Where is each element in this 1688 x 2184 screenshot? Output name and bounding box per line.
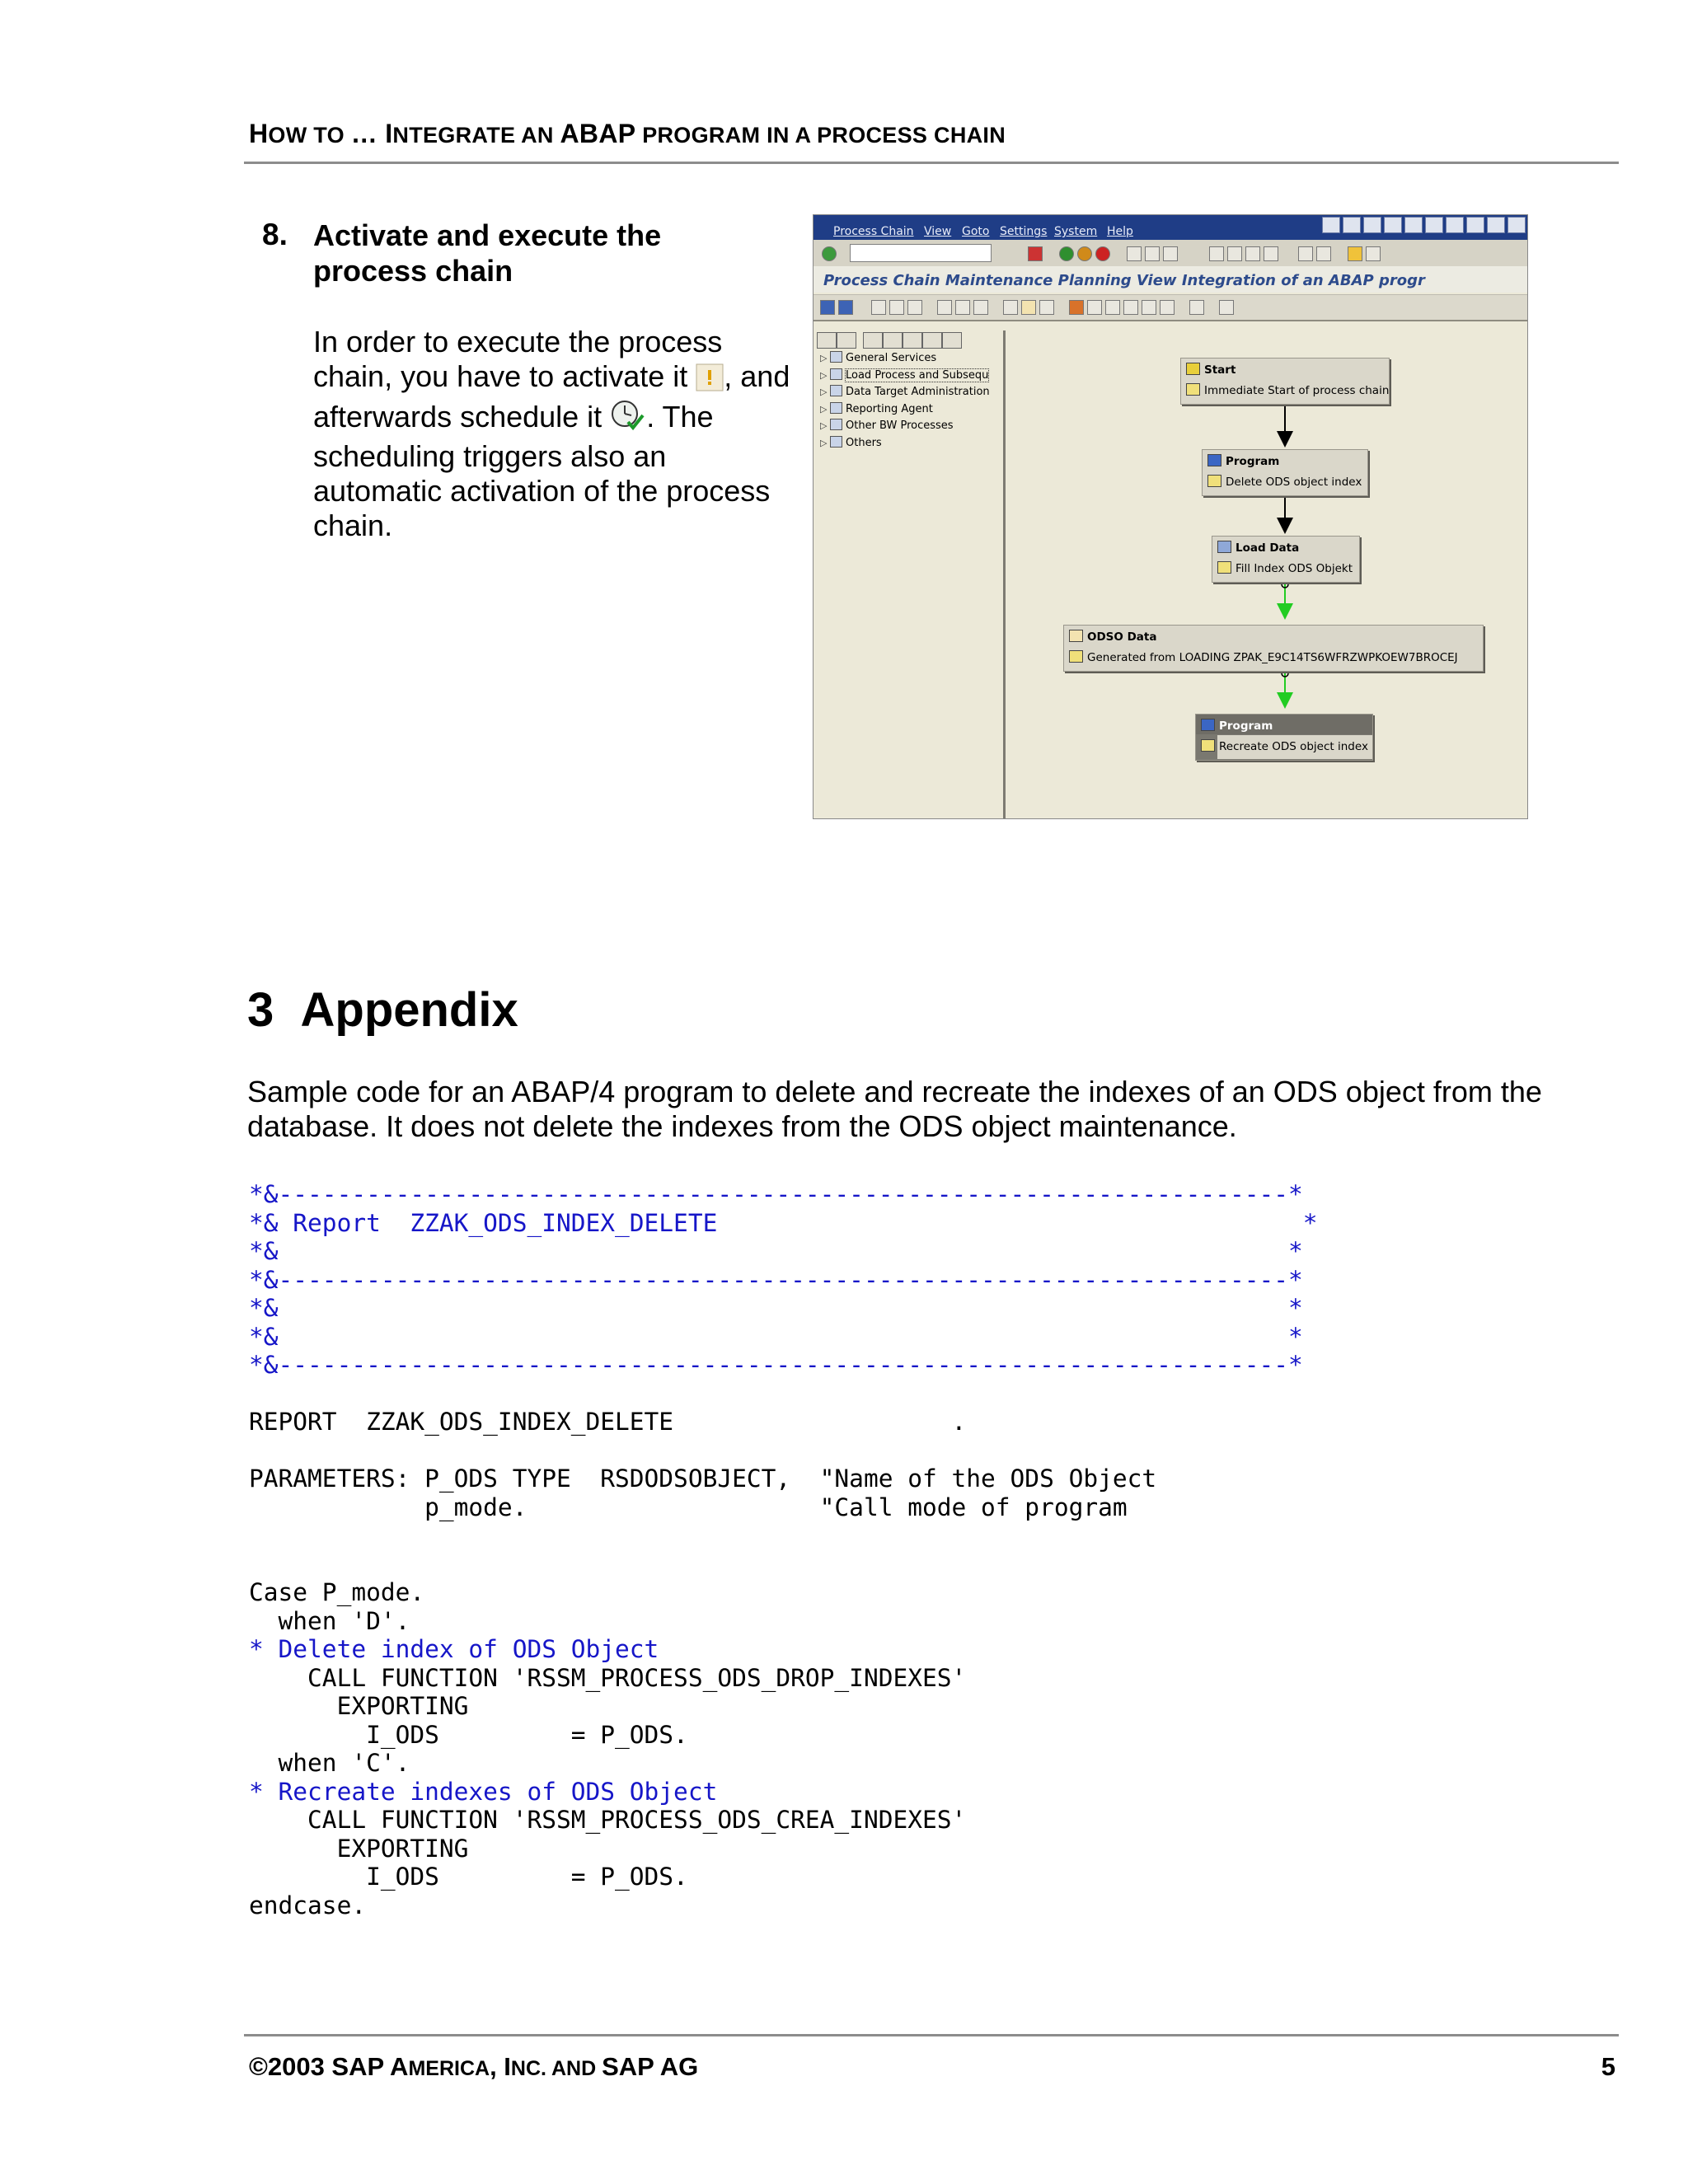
back-icon[interactable] xyxy=(1059,246,1074,261)
window-icon[interactable] xyxy=(1507,217,1526,233)
tree-item-data-target-administration[interactable]: ▷ Data Target Administration xyxy=(820,386,990,398)
toolbar-icon[interactable] xyxy=(1160,300,1175,315)
command-field[interactable] xyxy=(850,244,992,262)
node-subtitle: Recreate ODS object index xyxy=(1217,735,1372,759)
node-subtitle: Fill Index ODS Objekt xyxy=(1236,562,1353,575)
zoom-in-icon[interactable] xyxy=(955,300,970,315)
tree-item-others[interactable]: ▷ Others xyxy=(820,436,882,449)
sap-window-icons xyxy=(1322,217,1526,233)
toolbar-icon[interactable] xyxy=(1123,300,1138,315)
sap-application-toolbar xyxy=(814,294,1527,321)
new-icon[interactable] xyxy=(1003,300,1018,315)
code-line: CALL FUNCTION 'RSSM_PROCESS_ODS_CREA_INDEXES' xyxy=(249,1806,967,1834)
chain-node-program-recreate[interactable] xyxy=(1195,714,1373,761)
data-target-icon xyxy=(830,385,842,396)
code-comment-line: *&---------------------------------------------------------------------* xyxy=(249,1351,1303,1379)
node-title: Start xyxy=(1204,363,1236,377)
code-line xyxy=(249,1436,1318,1465)
code-line: Case P_mode. xyxy=(249,1578,425,1606)
find-icon[interactable] xyxy=(1145,246,1160,261)
menu-goto[interactable]: Goto xyxy=(962,225,990,238)
copyright-footer xyxy=(249,2052,698,2082)
code-comment-line: *& Report ZZAK_ODS_INDEX_DELETE * xyxy=(249,1208,1318,1237)
node-title: ODSO Data xyxy=(1087,630,1157,644)
process-chain-canvas xyxy=(1006,330,1527,818)
toolbar-icon[interactable] xyxy=(1189,300,1204,315)
forward-arrow-icon[interactable] xyxy=(838,300,853,315)
chain-node-program-delete[interactable] xyxy=(1202,449,1368,496)
code-comment-line: *& * xyxy=(249,1237,1303,1265)
node-subtitle: Delete ODS object index xyxy=(1226,476,1362,489)
code-comment-line: * Delete index of ODS Object xyxy=(249,1635,659,1663)
reporting-agent-icon xyxy=(830,402,842,414)
code-line xyxy=(249,1521,1318,1550)
step-body-text: , and afterwards schedule it xyxy=(313,359,790,434)
layout-icon[interactable] xyxy=(1366,246,1381,261)
process-type-tree xyxy=(820,350,990,452)
window-icon[interactable] xyxy=(1322,217,1340,233)
pane-tool-icon[interactable] xyxy=(837,332,856,349)
code-comment-line: *&---------------------------------------------------------------------* xyxy=(249,1265,1303,1294)
window-icon[interactable] xyxy=(1384,217,1402,233)
code-line: I_ODS = P_ODS. xyxy=(249,1863,688,1891)
activate-icon[interactable] xyxy=(1021,300,1036,315)
program-icon xyxy=(1207,454,1221,466)
header-part: OW TO xyxy=(268,123,351,148)
table-icon[interactable] xyxy=(1219,300,1234,315)
toolbar-icon[interactable] xyxy=(1105,300,1120,315)
tree-item-label: Load Process and Subsequ xyxy=(846,368,989,382)
code-comment-line: *&---------------------------------------------------------------------* xyxy=(249,1180,1303,1208)
back-arrow-icon[interactable] xyxy=(820,300,835,315)
code-line: CALL FUNCTION 'RSSM_PROCESS_ODS_DROP_INDEXES' xyxy=(249,1663,967,1692)
menu-process-chain[interactable]: Process Chain xyxy=(833,225,914,238)
toolbar-icon[interactable] xyxy=(937,300,952,315)
header-part: H xyxy=(249,119,269,148)
pane-tool-icon[interactable] xyxy=(942,332,962,349)
code-line: EXPORTING xyxy=(249,1834,469,1863)
step-title: Activate and execute the process chain xyxy=(313,218,662,288)
footer-part: AND xyxy=(546,2057,603,2080)
activate-icon xyxy=(696,363,724,399)
window-icon[interactable] xyxy=(1446,217,1464,233)
node-subtitle: Immediate Start of process chain xyxy=(1204,384,1390,397)
variant-icon xyxy=(1207,475,1221,487)
code-line xyxy=(249,1380,1318,1408)
appendix-intro: Sample code for an ABAP/4 program to delete and recreate the indexes of an ODS object from the database. It does not delete the indexes from the ODS object maintenance. xyxy=(247,1075,1542,1143)
window-icon[interactable] xyxy=(1466,217,1484,233)
next-page-icon[interactable] xyxy=(1245,246,1260,261)
screen-title: Process Chain Maintenance Planning View Integration of an ABAP progr xyxy=(823,272,1425,289)
code-comment-line: *& * xyxy=(249,1322,1303,1351)
window-icon[interactable] xyxy=(1343,217,1361,233)
pane-toolbar xyxy=(815,330,1000,349)
chain-node-load-data[interactable] xyxy=(1212,536,1360,583)
code-line: REPORT ZZAK_ODS_INDEX_DELETE . xyxy=(249,1408,967,1436)
menu-system[interactable]: System xyxy=(1054,225,1098,238)
section-number: 3 xyxy=(247,983,274,1037)
window-icon[interactable] xyxy=(1425,217,1443,233)
window-icon[interactable] xyxy=(1363,217,1381,233)
cancel-icon[interactable] xyxy=(1095,246,1110,261)
schedule-icon[interactable] xyxy=(1039,300,1054,315)
new-session-icon[interactable] xyxy=(1298,246,1313,261)
save-icon[interactable] xyxy=(1028,246,1043,261)
toolbar-icon[interactable] xyxy=(1142,300,1156,315)
find-next-icon[interactable] xyxy=(1163,246,1178,261)
header-part: PROGRAM IN A PROCESS CHAIN xyxy=(635,123,1006,148)
variant-icon xyxy=(1186,383,1200,396)
node-title: Program xyxy=(1219,719,1273,733)
activate-odso-icon xyxy=(1069,630,1083,642)
menu-help[interactable]: Help xyxy=(1107,225,1133,238)
tree-item-label: Data Target Administration xyxy=(846,386,990,398)
process-types-pane xyxy=(814,330,1006,818)
footer-part: NC. xyxy=(510,2057,546,2080)
general-services-icon xyxy=(830,351,842,363)
others-icon xyxy=(830,436,842,448)
toolbar-icon[interactable] xyxy=(871,300,886,315)
footer-part: MERICA xyxy=(408,2057,490,2080)
tree-item-other-bw-processes[interactable]: ▷ Other BW Processes xyxy=(820,419,954,432)
step-number: 8. xyxy=(262,218,288,251)
footer-part: ©2003 SAP A xyxy=(249,2052,409,2081)
node-title: Load Data xyxy=(1236,541,1300,555)
pane-tool-icon[interactable] xyxy=(883,332,903,349)
abap-code-listing xyxy=(249,1180,1318,1919)
window-icon[interactable] xyxy=(1404,217,1423,233)
print-icon[interactable] xyxy=(1127,246,1142,261)
schedule-clock-icon xyxy=(610,399,646,439)
tree-item-general-services[interactable]: ▷ General Services xyxy=(820,352,937,364)
variant-icon xyxy=(1201,739,1215,752)
start-icon xyxy=(1186,363,1200,375)
header-part: … I xyxy=(350,119,393,148)
footer-part: , I xyxy=(490,2052,511,2081)
step-body-text: . The scheduling triggers also an automatic activation of the process chain. xyxy=(313,400,771,542)
tree-item-label: Other BW Processes xyxy=(846,419,954,432)
node-title: Program xyxy=(1226,455,1280,468)
code-line: I_ODS = P_ODS. xyxy=(249,1720,688,1749)
window-icon[interactable] xyxy=(1487,217,1505,233)
pane-tool-icon[interactable] xyxy=(922,332,942,349)
pane-tool-icon[interactable] xyxy=(817,332,837,349)
chain-node-odso-data[interactable] xyxy=(1063,625,1484,672)
prev-page-icon[interactable] xyxy=(1227,246,1242,261)
code-line: endcase. xyxy=(249,1891,367,1919)
shortcut-icon[interactable] xyxy=(1316,246,1331,261)
menu-settings[interactable]: Settings xyxy=(1000,225,1048,238)
footer-rule xyxy=(244,2034,1619,2036)
variant-icon xyxy=(1069,650,1083,663)
tree-item-reporting-agent[interactable]: ▷ Reporting Agent xyxy=(820,402,933,415)
section-title: Appendix xyxy=(300,983,518,1037)
tree-item-label: Others xyxy=(846,436,882,449)
tree-item-label: General Services xyxy=(846,352,937,364)
section-heading xyxy=(247,982,518,1038)
toolbar-icon[interactable] xyxy=(1087,300,1102,315)
sap-screen-title-bar xyxy=(814,266,1527,293)
toolbar-icon[interactable] xyxy=(889,300,904,315)
help-icon[interactable] xyxy=(1348,246,1362,261)
other-bw-processes-icon xyxy=(830,419,842,430)
header-part: ABAP xyxy=(560,119,636,148)
code-line: p_mode. "Call mode of program xyxy=(249,1493,1128,1521)
node-subtitle: Generated from LOADING ZPAK_E9C14TS6WFRZWPKOEW7BROCEJ xyxy=(1087,651,1458,664)
step-body-text: In order to execute the process chain, you have to activate it xyxy=(313,325,723,393)
code-line: when 'C'. xyxy=(249,1749,410,1777)
execute-icon[interactable] xyxy=(1069,300,1084,315)
code-line xyxy=(249,1550,1318,1579)
program-icon xyxy=(1201,719,1215,731)
step-body xyxy=(313,325,791,543)
tree-item-label: Reporting Agent xyxy=(846,402,933,415)
tree-item-load-process[interactable]: ▷ Load Process and Subsequ xyxy=(820,368,989,382)
exit-icon[interactable] xyxy=(1077,246,1092,261)
load-process-icon xyxy=(830,368,842,380)
header-rule xyxy=(244,162,1619,164)
running-header xyxy=(249,119,1006,149)
header-part: NTEGRATE AN xyxy=(392,123,560,148)
sap-standard-toolbar xyxy=(814,240,1527,267)
sap-menu-bar xyxy=(814,215,1527,240)
enter-icon[interactable] xyxy=(822,246,837,261)
code-comment-line: * Recreate indexes of ODS Object xyxy=(249,1777,718,1806)
first-page-icon[interactable] xyxy=(1209,246,1224,261)
zoom-out-icon[interactable] xyxy=(973,300,988,315)
chain-node-start[interactable] xyxy=(1180,358,1390,405)
load-data-icon xyxy=(1217,541,1231,553)
footer-part: SAP AG xyxy=(602,2052,699,2081)
menu-view[interactable]: View xyxy=(924,225,952,238)
code-line: PARAMETERS: P_ODS TYPE RSDODSOBJECT, "Name of the ODS Object xyxy=(249,1465,1157,1493)
pane-tool-icon[interactable] xyxy=(903,332,922,349)
code-line: when 'D'. xyxy=(249,1606,410,1635)
code-comment-line: *& * xyxy=(249,1294,1303,1322)
last-page-icon[interactable] xyxy=(1264,246,1278,261)
variant-icon xyxy=(1217,561,1231,574)
toolbar-icon[interactable] xyxy=(907,300,922,315)
pane-tool-icon[interactable] xyxy=(863,332,883,349)
sap-process-chain-screenshot xyxy=(813,214,1528,819)
code-line: EXPORTING xyxy=(249,1692,469,1720)
page-number: 5 xyxy=(1601,2052,1615,2081)
